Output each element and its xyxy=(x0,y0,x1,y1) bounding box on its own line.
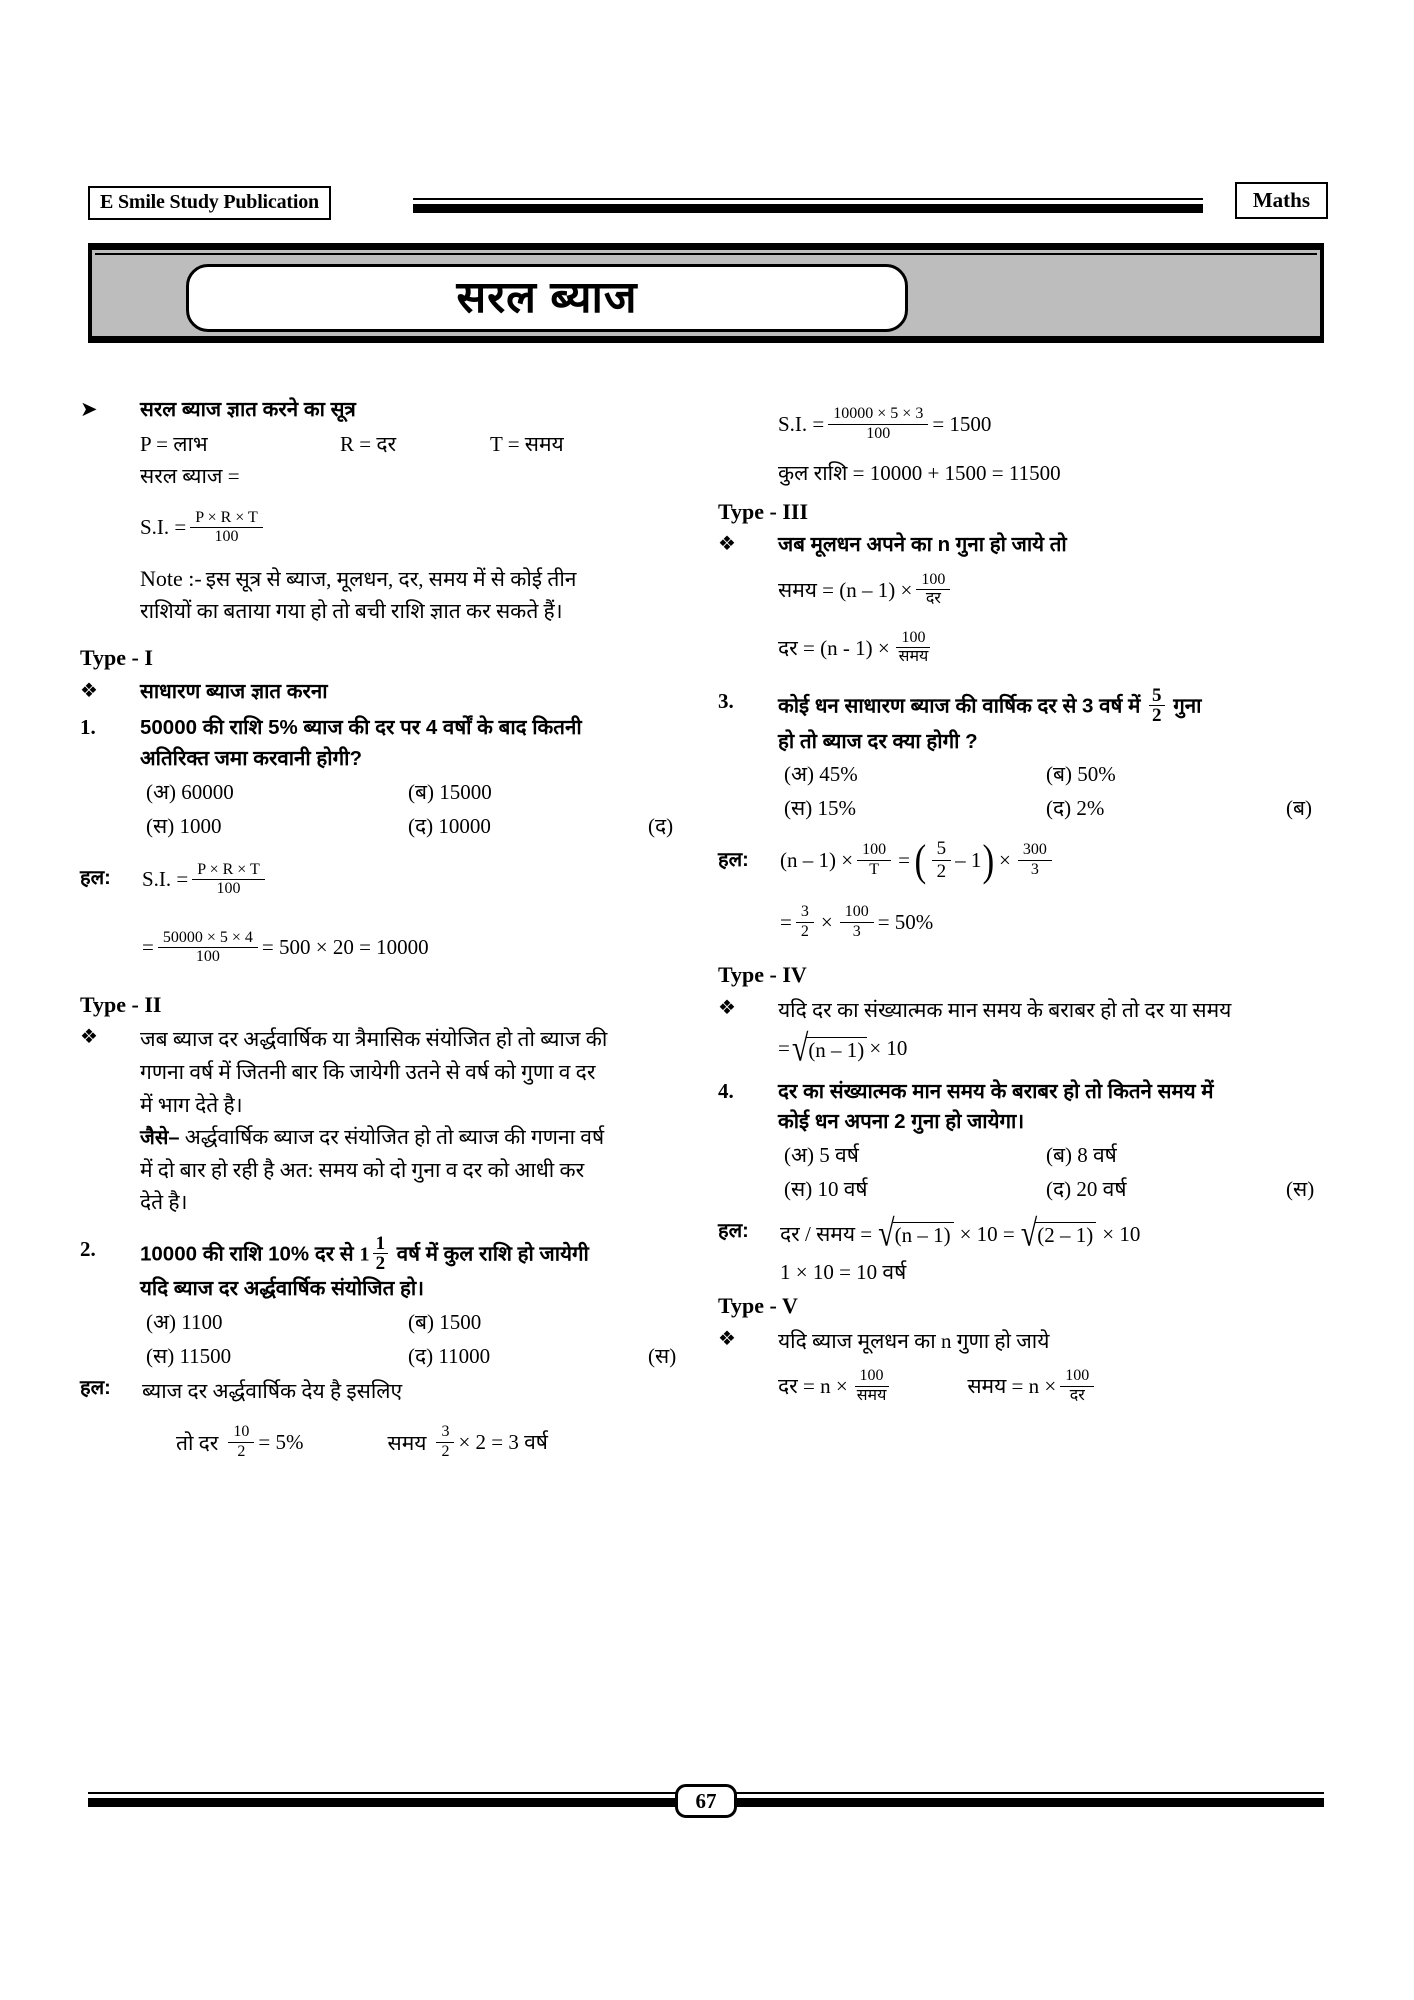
sqrt-icon-1 xyxy=(878,1212,953,1255)
type-3-f2-fraction: $\frac{100}{\text{समय}}$ xyxy=(894,630,934,667)
question-1-text-line-1: 50000 की राशि 5% ब्याज की दर पर 4 वर्षों के बाद कितनी xyxy=(140,716,582,740)
solution-3-l1-minus: – 1 xyxy=(955,847,982,872)
type-3-f1-fraction: $\frac{100}{\text{दर}}$ xyxy=(916,572,950,609)
solution-1-line2-numerator: 50000 × 5 × 4 xyxy=(158,930,258,949)
option-d[interactable]: (द) 11000 xyxy=(408,1344,491,1369)
question-4-number: 4. xyxy=(718,1078,734,1103)
question-3-text-pre: कोई धन साधारण ब्याज की वार्षिक दर से 3 वर्ष में xyxy=(778,694,1147,718)
type-3-formula-2 xyxy=(778,619,1318,677)
question-2-text-pre: 10000 की राशि 10% दर से xyxy=(140,1241,360,1265)
solution-3-l2-fraction-1: $\frac{3}{2}$ xyxy=(796,904,814,941)
type-4-formula xyxy=(778,1027,1318,1071)
option-a[interactable]: (अ) 45% xyxy=(784,762,858,787)
type-5-sub-row xyxy=(718,1325,1318,1358)
question-2-number: 2. xyxy=(80,1236,96,1261)
solution-2-line-2 xyxy=(142,1414,680,1472)
type-3-formula-1 xyxy=(778,561,1318,619)
publisher-name: E Smile Study Publication xyxy=(88,186,331,220)
question-3-row xyxy=(718,684,1318,826)
option-row-1-spacer xyxy=(648,1305,680,1339)
header-rule-thin xyxy=(413,198,1203,200)
solution-3-l2-fraction-2: $\frac{100}{3}$ xyxy=(840,904,874,941)
option-row-1-spacer xyxy=(648,775,680,809)
solution-1-line2-eq: = xyxy=(142,935,154,960)
question-4-options xyxy=(778,1138,1318,1206)
question-3-mixed-fraction: $\frac{5}{2}$ xyxy=(1149,686,1165,726)
type-4-radicand: (n – 1) xyxy=(806,1037,867,1061)
diamond-bullet-icon-2: ❖ xyxy=(80,1024,98,1049)
si-formula-denominator: 100 xyxy=(214,528,239,546)
solution-2-cont-total: कुल राशि = 10000 + 1500 = 11500 xyxy=(778,461,1061,485)
solution-2-time-tail: × 2 = 3 वर्ष xyxy=(458,1430,548,1455)
diamond-bullet-icon-4: ❖ xyxy=(718,995,736,1020)
solution-3-label: हल: xyxy=(718,849,749,872)
question-3-text-post: गुना xyxy=(1167,694,1202,718)
question-1-number: 1. xyxy=(80,715,96,740)
type-5-f1-fraction: $\frac{100}{\text{समय}}$ xyxy=(852,1368,892,1405)
solution-3-l1-times: × xyxy=(999,847,1011,872)
solution-4-l1-tail: × 10 xyxy=(1102,1221,1141,1246)
arrow-bullet-icon: ➤ xyxy=(80,397,98,421)
type-3-subheading: जब मूलधन अपने का n गुना हो जाये तो xyxy=(778,533,1067,557)
solution-3-l1-paren-open: ( xyxy=(914,835,927,885)
question-1-options xyxy=(140,775,680,843)
solution-2-cont-row xyxy=(718,395,1318,490)
type-5-subheading: यदि ब्याज मूलधन का n गुणा हो जाये xyxy=(778,1328,1050,1353)
solution-2-body xyxy=(142,1375,680,1472)
type-2-para2-text: अर्द्धवार्षिक ब्याज दर संयोजित हो तो ब्याज की गणना वर्ष xyxy=(179,1125,605,1150)
solution-2-rate-tail: = 5% xyxy=(258,1430,304,1455)
option-c[interactable]: (स) 10 वर्ष xyxy=(784,1177,868,1202)
header-rule-thick xyxy=(413,204,1203,213)
question-2-mixed-whole: 1 xyxy=(359,1242,370,1265)
type-3-f2-lhs: दर = (n - 1) × xyxy=(778,635,890,660)
solution-4-l1-lhs: दर / समय = xyxy=(780,1222,873,1247)
question-2-row xyxy=(80,1232,680,1374)
legend-p: P = लाभ xyxy=(140,431,208,456)
solution-4-row xyxy=(718,1212,1318,1286)
formula-heading: सरल ब्याज ज्ञात करने का सूत्र xyxy=(140,398,356,421)
type-4-subheading: यदि दर का संख्यात्मक मान समय के बराबर हो तो दर या समय xyxy=(778,998,1232,1023)
question-2-text-line-1 xyxy=(140,1232,680,1275)
solution-3-l1-inner-fraction: $\frac{5}{2}$ xyxy=(932,839,952,882)
option-b[interactable]: (ब) 8 वर्ष xyxy=(1046,1143,1117,1168)
solution-4-label: हल: xyxy=(718,1220,749,1243)
type-3-f1-row xyxy=(718,561,1318,619)
type-3-f1-lhs: समय = (n – 1) × xyxy=(778,577,913,602)
solution-3-l2-times: × xyxy=(820,909,833,934)
legend-r: R = दर xyxy=(340,431,397,456)
left-column xyxy=(80,395,680,1472)
type-4-eq: = xyxy=(778,1036,790,1061)
solution-1-line2-denominator: 100 xyxy=(195,948,220,966)
type-2-para-row xyxy=(80,1023,680,1218)
si-formula xyxy=(140,499,680,557)
solution-1-label: हल: xyxy=(80,866,111,889)
option-a[interactable]: (अ) 5 वर्ष xyxy=(784,1143,859,1168)
solution-2-time-label: समय xyxy=(387,1430,427,1455)
note-line-2: राशियों का बताया गया हो तो बची राशि ज्ञात कर सकते हैं। xyxy=(140,599,563,624)
type-2-para2-line-2: में दो बार हो रही है अत: समय को दो गुना व दर को आधी कर xyxy=(140,1157,585,1182)
solution-1-numerator: P × R × T xyxy=(192,862,265,881)
solution-2-cont-si-tail: = 1500 xyxy=(932,411,992,436)
type-2-para2-label: जैसे– xyxy=(140,1127,180,1150)
type-1-heading: Type - I xyxy=(80,644,153,670)
option-c[interactable]: (स) 11500 xyxy=(146,1344,232,1369)
solution-2-rate-fraction: $\frac{10}{2}$ xyxy=(228,1424,254,1461)
solution-3-line-2 xyxy=(780,893,1318,951)
solution-4-line-2: 1 × 10 = 10 वर्ष xyxy=(780,1260,907,1285)
note-label: Note :- xyxy=(140,565,202,591)
option-a[interactable]: (अ) 1100 xyxy=(146,1310,223,1335)
question-3-answer: (ब) xyxy=(1286,796,1312,821)
question-4-body xyxy=(778,1077,1318,1207)
solution-1-line-2 xyxy=(142,919,680,977)
solution-2-cont-si-fraction: $\frac{10000 \times 5 \times 3}{100}$ xyxy=(828,406,928,443)
type-4-sub-row xyxy=(718,994,1318,1027)
legend-t: T = समय xyxy=(490,431,564,456)
question-4-row xyxy=(718,1077,1318,1207)
solution-1-lhs: S.I. = xyxy=(142,867,189,892)
type-4-formula-row xyxy=(718,1027,1318,1071)
option-d[interactable]: (द) 2% xyxy=(1046,796,1105,821)
question-1-answer: (द) xyxy=(648,813,674,838)
page-title: सरल ब्याज xyxy=(456,273,638,322)
question-2-options xyxy=(140,1305,680,1373)
type-3-f2-row xyxy=(718,619,1318,677)
solution-2-cont-si-row xyxy=(778,395,1318,453)
type-1-subheading-row xyxy=(80,677,680,708)
sqrt-icon xyxy=(791,1027,867,1069)
banner-inner-line xyxy=(95,253,1317,255)
question-2-body xyxy=(140,1232,680,1374)
type-2-para1-line-3: में भाग देते है। xyxy=(140,1092,243,1117)
question-3-number: 3. xyxy=(718,688,734,713)
question-4-answer: (स) xyxy=(1286,1177,1315,1202)
solution-2-rate-label: तो दर xyxy=(176,1430,219,1455)
type-3-sub-row xyxy=(718,530,1318,561)
diamond-bullet-icon-5: ❖ xyxy=(718,1325,736,1350)
type-5-heading: Type - V xyxy=(718,1293,798,1319)
question-4-text-line-2: कोई धन अपना 2 गुना हो जायेगा। xyxy=(778,1110,1025,1134)
right-column xyxy=(718,395,1318,1415)
solution-1-line-1 xyxy=(142,851,680,909)
type-5-f2-fraction: $\frac{100}{\text{दर}}$ xyxy=(1060,1368,1094,1405)
radical-glyph-1: √ xyxy=(878,1212,895,1255)
option-row-1-spacer xyxy=(1286,1138,1318,1172)
type-2-body xyxy=(140,1023,680,1218)
question-3-text-line-1 xyxy=(778,684,1318,727)
sqrt-icon-2 xyxy=(1020,1212,1096,1255)
solution-1-denominator: 100 xyxy=(216,880,241,898)
solution-2-line-1: ब्याज दर अर्द्धवार्षिक देय है इसलिए xyxy=(142,1379,403,1404)
legend-row xyxy=(80,428,680,461)
radical-glyph: √ xyxy=(791,1027,809,1069)
solution-3-l1-eq: = xyxy=(898,847,910,872)
solution-3-l1-fraction-1: $\frac{100}{T}$ xyxy=(857,842,891,879)
solution-1-body xyxy=(142,851,680,977)
formula-heading-row xyxy=(80,395,680,426)
option-c[interactable]: (स) 1000 xyxy=(146,813,222,838)
question-2-mixed-fraction: $\frac{1}{2}$ xyxy=(373,1234,389,1274)
note-body xyxy=(140,563,680,628)
option-b[interactable]: (ब) 1500 xyxy=(408,1310,482,1335)
type-4-tail: × 10 xyxy=(869,1036,908,1061)
solution-4-l1-mid: × 10 = xyxy=(959,1221,1015,1246)
note-line-1 xyxy=(140,563,680,596)
solution-2-label: हल: xyxy=(80,1377,111,1400)
diamond-bullet-icon: ❖ xyxy=(80,677,98,702)
question-3-options xyxy=(778,757,1318,825)
page-header xyxy=(88,186,1328,230)
solution-3-l2-eq: = xyxy=(780,909,792,934)
legend-values xyxy=(140,428,680,461)
question-1-row xyxy=(80,713,680,843)
solution-2-cont-body xyxy=(778,395,1318,490)
solution-1-line2-tail: = 500 × 20 = 10000 xyxy=(261,935,429,960)
solution-3-l2-tail: = 50% xyxy=(877,909,934,934)
option-b[interactable]: (ब) 15000 xyxy=(408,779,492,804)
type-5-f1-lhs: दर = n × xyxy=(778,1374,848,1399)
option-c[interactable]: (स) 15% xyxy=(784,796,856,821)
chapter-title-box xyxy=(186,264,908,332)
question-2-text-post: वर्ष में कुल राशि हो जायेगी xyxy=(391,1241,589,1265)
question-3-text-line-2: हो तो ब्याज दर क्या होगी ? xyxy=(778,729,978,753)
subject-label: Maths xyxy=(1235,182,1328,219)
type-3-heading: Type - III xyxy=(718,498,809,524)
option-b[interactable]: (ब) 50% xyxy=(1046,762,1116,787)
si-label-row xyxy=(80,460,680,493)
solution-3-l1-fraction-2: $\frac{300}{3}$ xyxy=(1018,842,1052,879)
question-1-body xyxy=(140,713,680,843)
solution-1-fraction xyxy=(192,862,265,899)
solution-2-time-fraction: $\frac{3}{2}$ xyxy=(436,1424,454,1461)
solution-1-line2-fraction xyxy=(158,930,258,967)
type-2-para2-line-1 xyxy=(140,1121,680,1154)
solution-4-body xyxy=(780,1212,1318,1286)
note-text-1: इस सूत्र से ब्याज, मूलधन, दर, समय में से कोई तीन xyxy=(205,566,577,591)
note-row xyxy=(80,563,680,628)
type-2-para2-line-3: देते है। xyxy=(140,1190,188,1215)
type-2-heading: Type - II xyxy=(80,991,162,1017)
solution-3-row xyxy=(718,831,1318,951)
type-5-formulas xyxy=(778,1357,1318,1415)
solution-3-l1-paren-close: ) xyxy=(982,835,995,885)
type-1-subheading: साधारण ब्याज ज्ञात करना xyxy=(140,679,328,703)
solution-4-radicand-1: (n – 1) xyxy=(893,1222,954,1246)
solution-3-l1-a: (n – 1) × xyxy=(780,847,854,872)
solution-4-radicand-2: (2 – 1) xyxy=(1035,1222,1096,1246)
si-formula-lhs: S.I. = xyxy=(140,515,187,540)
option-d[interactable]: (द) 10000 xyxy=(408,813,491,838)
si-formula-fraction xyxy=(190,510,263,547)
radical-glyph-2: √ xyxy=(1020,1212,1038,1255)
header-rule xyxy=(413,198,1203,214)
solution-1-row xyxy=(80,851,680,977)
page-number-badge: 67 xyxy=(675,1784,737,1818)
page-footer xyxy=(88,1786,1324,1822)
option-row-1-spacer xyxy=(1286,757,1318,791)
option-a[interactable]: (अ) 60000 xyxy=(146,779,234,804)
question-3-body xyxy=(778,684,1318,826)
diamond-bullet-icon-3: ❖ xyxy=(718,531,736,556)
question-2-text-line-2: यदि ब्याज दर अर्द्धवार्षिक संयोजित हो। xyxy=(140,1277,424,1301)
solution-3-body xyxy=(780,831,1318,951)
option-d[interactable]: (द) 20 वर्ष xyxy=(1046,1177,1127,1202)
solution-3-line-1 xyxy=(780,831,1318,889)
type-5-f2-lhs: समय = n × xyxy=(967,1374,1057,1399)
type-2-para1-line-1: जब ब्याज दर अर्द्धवार्षिक या त्रैमासिक संयोजित हो तो ब्याज की xyxy=(140,1027,608,1052)
solution-4-line-1 xyxy=(780,1212,1318,1256)
question-1-text-line-2: अतिरिक्त जमा करवानी होगी? xyxy=(140,747,362,771)
solution-2-cont-si-lhs: S.I. = xyxy=(778,411,825,436)
type-4-heading: Type - IV xyxy=(718,962,807,988)
question-4-text-line-1: दर का संख्यात्मक मान समय के बराबर हो तो कितने समय में xyxy=(778,1079,1214,1103)
chapter-title-banner xyxy=(88,243,1324,343)
question-2-answer: (स) xyxy=(648,1344,677,1369)
solution-2-row xyxy=(80,1375,680,1472)
type-5-formula-row xyxy=(718,1357,1318,1415)
si-formula-row xyxy=(80,499,680,557)
si-formula-numerator: P × R × T xyxy=(190,510,263,529)
si-label: सरल ब्याज = xyxy=(140,464,240,489)
type-2-para1-line-2: गणना वर्ष में जितनी बार कि जायेगी उतने से वर्ष को गुणा व दर xyxy=(140,1059,596,1084)
